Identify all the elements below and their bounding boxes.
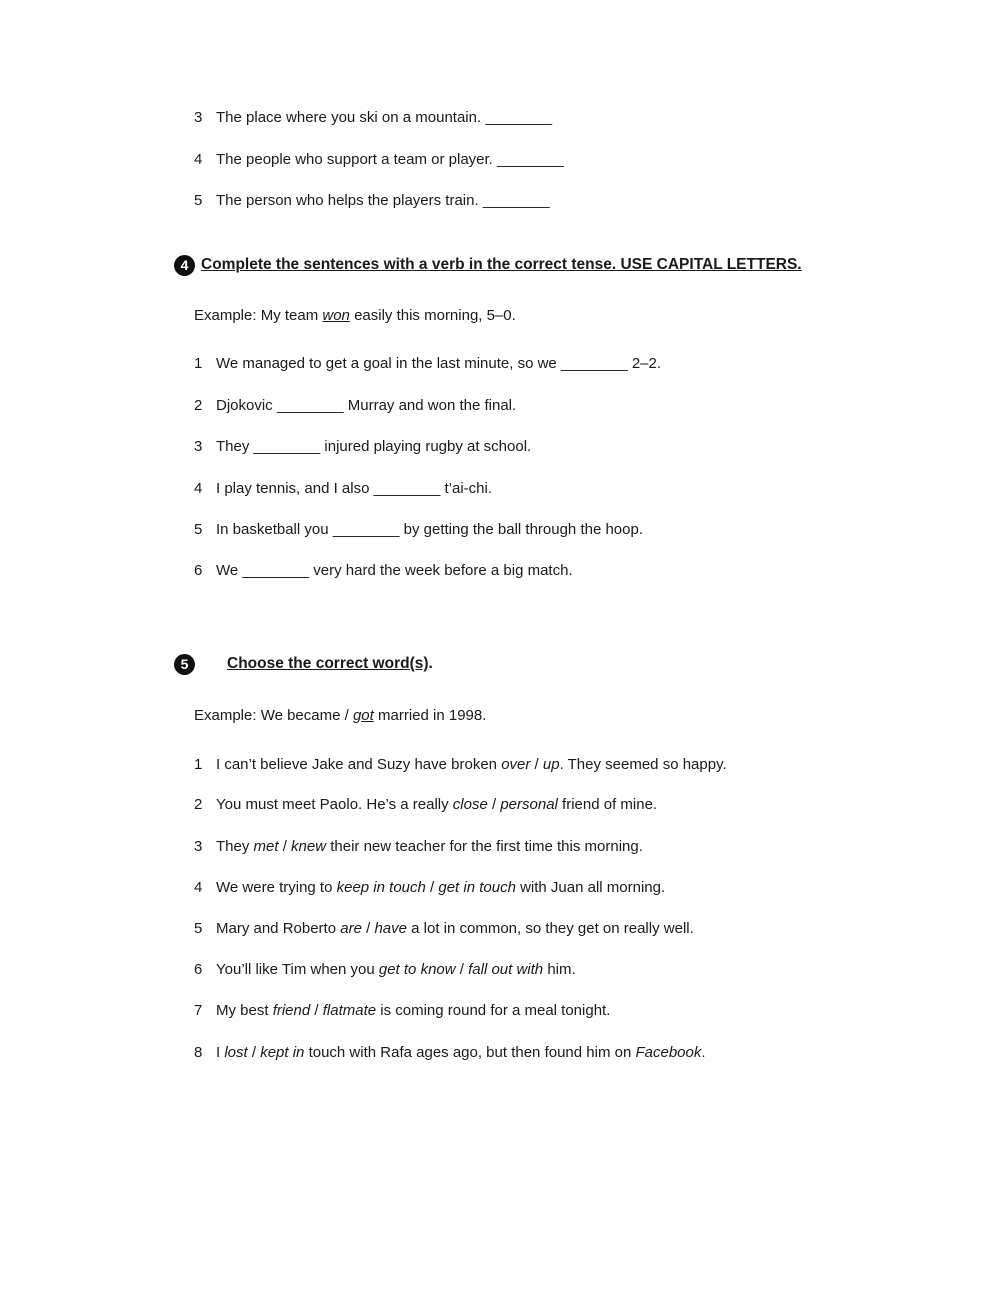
example-text: Example: My team: [194, 307, 323, 324]
option-a: met: [253, 838, 279, 855]
item-number: 4: [194, 151, 203, 168]
example-answer: got: [352, 707, 374, 724]
item-number: 8: [194, 1044, 203, 1061]
example-text: easily this morning, 5–0.: [349, 307, 516, 324]
item-number: 1: [194, 355, 203, 372]
item-text: We ________ very hard the week before a big match.: [216, 562, 573, 579]
item-number: 1: [194, 756, 203, 773]
item-number: 6: [194, 562, 203, 579]
section-5-title: [227, 654, 433, 674]
item-text: The person who helps the players train. ________: [216, 192, 550, 209]
option-a: friend: [272, 1002, 311, 1019]
option-a: get to know: [378, 961, 456, 978]
item-text: The people who support a team or player. ________: [216, 151, 564, 168]
section-5-title-text: Choose the correct word(s): [227, 655, 429, 672]
facebook-text: Facebook: [635, 1044, 702, 1061]
example-text: married in 1998.: [373, 707, 487, 724]
item-text: My best friend / flatmate is coming round for a meal tonight.: [216, 1002, 611, 1019]
option-a: lost: [224, 1044, 248, 1061]
option-a: close: [452, 796, 488, 813]
item-text: You must meet Paolo. He’s a really close / personal friend of mine.: [216, 796, 658, 813]
item-number: 3: [194, 438, 203, 455]
option-b: flatmate: [322, 1002, 377, 1019]
section-5-title-end: .: [428, 655, 433, 672]
item-text: You’ll like Tim when you get to know / fall out with him.: [216, 961, 576, 978]
option-b: personal: [500, 796, 558, 813]
option-b: get in touch: [438, 879, 516, 896]
item-text: In basketball you ________ by getting the ball through the hoop.: [216, 521, 643, 538]
option-b: kept in: [260, 1044, 305, 1061]
item-text: They ________ injured playing rugby at school.: [216, 438, 532, 455]
item-text: The place where you ski on a mountain. ________: [216, 109, 553, 126]
item-text: I lost / kept in touch with Rafa ages ago, but then found him on Facebook.: [216, 1044, 706, 1061]
item-number: 3: [194, 838, 203, 855]
option-b: have: [374, 920, 407, 937]
option-a: are: [340, 920, 362, 937]
item-number: 6: [194, 961, 203, 978]
option-b: knew: [291, 838, 327, 855]
item-number: 5: [194, 920, 203, 937]
item-text: I can’t believe Jake and Suzy have broken over / up. They seemed so happy.: [216, 756, 727, 773]
option-b: fall out with: [468, 961, 544, 978]
section-5-example: [194, 706, 486, 726]
section-5-number-badge: 5: [174, 654, 195, 675]
item-number: 2: [194, 796, 203, 813]
option-a: keep in touch: [336, 879, 426, 896]
item-text: Djokovic ________ Murray and won the final.: [216, 397, 517, 414]
item-number: 4: [194, 879, 203, 896]
example-text: Example: We became /: [194, 707, 353, 724]
item-number: 5: [194, 521, 203, 538]
section-4-example: [194, 306, 516, 326]
item-number: 5: [194, 192, 203, 209]
item-number: 4: [194, 480, 203, 497]
item-text: We managed to get a goal in the last minute, so we ________ 2–2.: [216, 355, 662, 372]
item-text: They met / knew their new teacher for the first time this morning.: [216, 838, 643, 855]
item-text: Mary and Roberto are / have a lot in common, so they get on really well.: [216, 920, 694, 937]
item-number: 2: [194, 397, 203, 414]
option-a: over: [501, 756, 531, 773]
item-text: We were trying to keep in touch / get in touch with Juan all morning.: [216, 879, 666, 896]
section-4-title: Complete the sentences with a verb in the correct tense. USE CAPITAL LETTERS.: [201, 256, 802, 273]
item-number: 3: [194, 109, 203, 126]
section-4-number-badge: 4: [174, 255, 195, 276]
option-b: up: [542, 756, 560, 773]
item-text: I play tennis, and I also ________ t’ai-chi.: [216, 480, 493, 497]
item-number: 7: [194, 1002, 203, 1019]
example-answer: won: [322, 307, 350, 324]
